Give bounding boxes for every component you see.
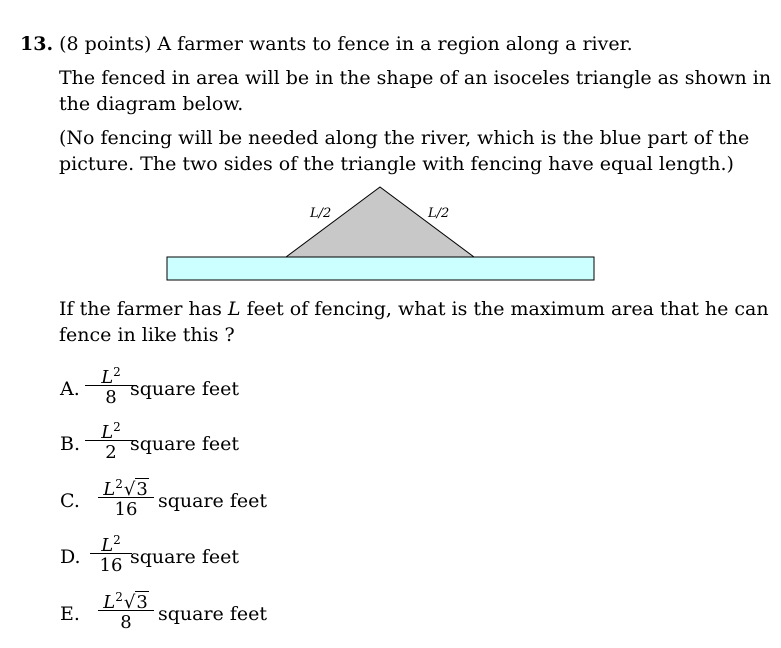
sqrt-symbol: √3 <box>123 592 148 613</box>
fenced-triangle <box>286 187 474 257</box>
para1-line1: The fenced in area will be in the shape of an isoceles triangle as shown in <box>59 67 772 89</box>
left-side-label: L/2 <box>310 206 332 221</box>
prompt-line1: If the farmer has L feet of fencing, what is the maximum area that he can <box>59 298 769 320</box>
question-points: (8 points) A farmer wants to fence in a region along a river. <box>59 33 633 55</box>
choice-fraction: $L^2$ 2 <box>85 417 137 463</box>
choice-fraction: $L^2$ 8 <box>85 362 137 408</box>
choice-unit: square feet <box>130 433 239 455</box>
choice-fraction: $L^2√3$ 8 <box>98 587 154 633</box>
question-number: 13. <box>20 33 54 55</box>
choice-unit: square feet <box>158 490 267 512</box>
choice-letter: E. <box>60 603 80 625</box>
choice-letter: A. <box>60 378 80 400</box>
choice-unit: square feet <box>130 378 239 400</box>
para2-line2: picture. The two sides of the triangle with fencing have equal length.) <box>59 153 734 175</box>
choice-letter: D. <box>60 546 81 568</box>
prompt-line2: fence in like this ? <box>59 324 235 346</box>
para1-line2: the diagram below. <box>59 93 244 115</box>
choice-fraction: $L^2√3$ 16 <box>98 474 154 520</box>
right-side-label: L/2 <box>428 206 450 221</box>
choice-unit: square feet <box>130 546 239 568</box>
choice-fraction: $L^2$ 16 <box>90 530 132 576</box>
para2-line1: (No fencing will be needed along the river, which is the blue part of the <box>59 127 750 149</box>
choice-unit: square feet <box>158 603 267 625</box>
sqrt-symbol: √3 <box>123 479 148 500</box>
river <box>167 257 594 280</box>
choice-letter: C. <box>60 490 80 512</box>
fence-diagram <box>0 0 781 300</box>
choice-letter: B. <box>60 433 81 455</box>
